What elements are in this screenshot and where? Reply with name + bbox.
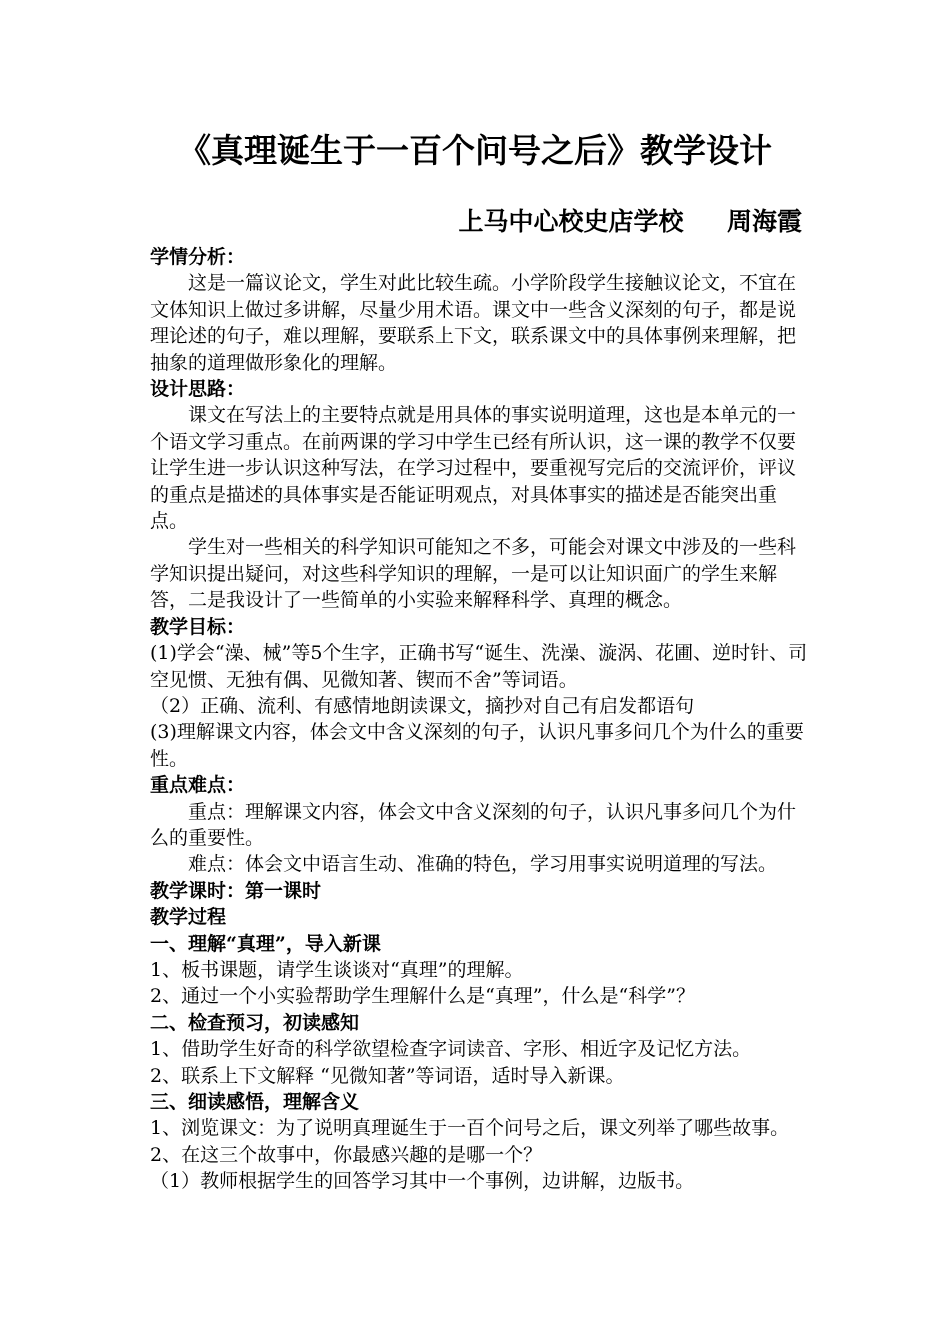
heading-key-points: 重点难点： [150, 774, 246, 797]
paragraph: (1)学会“澡、械”等5个生字，正确书写“诞生、洗澡、漩涡、花圃、逆时针、司空见惯、无独有偶、见微知著、锲而不舍”等词语。 [150, 642, 808, 691]
paragraph: 课文在写法上的主要特点就是用具体的事实说明道理，这也是本单元的一个语文学习重点。在前两课的学习中学生已经有所认识，这一课的教学不仅要让学生进一步认识这种写法，在学习过程中，要重视写完后的交流评价，评议的重点是描述的具体事实是否能证明观点，对具体事实的描述是否能突出重点。 [150, 404, 797, 533]
heading-teaching-goals: 教学目标： [150, 615, 246, 638]
paragraph: （1）教师根据学生的回答学习其中一个事例，边讲解，边版书。 [150, 1170, 695, 1193]
heading-design-idea: 设计思路： [150, 378, 246, 401]
paragraph: 重点：理解课文内容，体会文中含义深刻的句子，认识凡事多问几个为什么的重要性。 [150, 800, 797, 849]
author-line: 上马中心校史店学校 周海霞 [458, 207, 802, 236]
paragraph: 2、联系上下文解释 “见微知著”等词语，适时导入新课。 [150, 1064, 625, 1087]
paragraph: 1、浏览课文：为了说明真理诞生于一百个问号之后，课文列举了哪些故事。 [150, 1117, 790, 1140]
section-heading-1: 一、理解“真理”，导入新课 [150, 932, 381, 955]
paragraph: 这是一篇议论文，学生对此比较生疏。小学阶段学生接触议论文，不宜在文体知识上做过多讲解，尽量少用术语。课文中一些含义深刻的句子，都是说理论述的句子，难以理解，要联系上下文，联系课文中的具体事例来理解，把抽象的道理做形象化的理解。 [150, 272, 797, 374]
document-body [150, 244, 810, 1195]
paragraph: 1、板书课题，请学生谈谈对“真理”的理解。 [150, 958, 524, 981]
paragraph: 学生对一些相关的科学知识可能知之不多，可能会对课文中涉及的一些科学知识提出疑问，对这些科学知识的理解，一是可以让知识面广的学生来解答，二是我设计了一些简单的小实验来解释科学、真理的概念。 [150, 536, 797, 612]
heading-teaching-process: 教学过程 [150, 906, 227, 929]
paragraph: （2）正确、流利、有感情地朗读课文，摘抄对自己有启发都语句 [150, 694, 695, 717]
heading-class-hours: 教学课时：第一课时 [150, 879, 322, 902]
paragraph: 2、通过一个小实验帮助学生理解什么是“真理”，什么是“科学”？ [150, 985, 695, 1008]
heading-learning-analysis: 学情分析： [150, 246, 246, 268]
section-heading-2: 二、检查预习，初读感知 [150, 1011, 360, 1034]
paragraph: 2、在这三个故事中，你最感兴趣的是哪一个？ [150, 1143, 543, 1166]
document-title: 《真理诞生于一百个问号之后》教学设计 [178, 131, 772, 170]
section-heading-3: 三、细读感悟，理解含义 [150, 1091, 360, 1113]
paragraph: (3)理解课文内容，体会文中含义深刻的句子，认识凡事多问几个为什么的重要性。 [150, 721, 804, 770]
paragraph: 1、借助学生好奇的科学欲望检查字词读音、字形、相近字及记忆方法。 [150, 1038, 752, 1061]
paragraph: 难点：体会文中语言生动、准确的特色，学习用事实说明道理的写法。 [188, 853, 778, 876]
